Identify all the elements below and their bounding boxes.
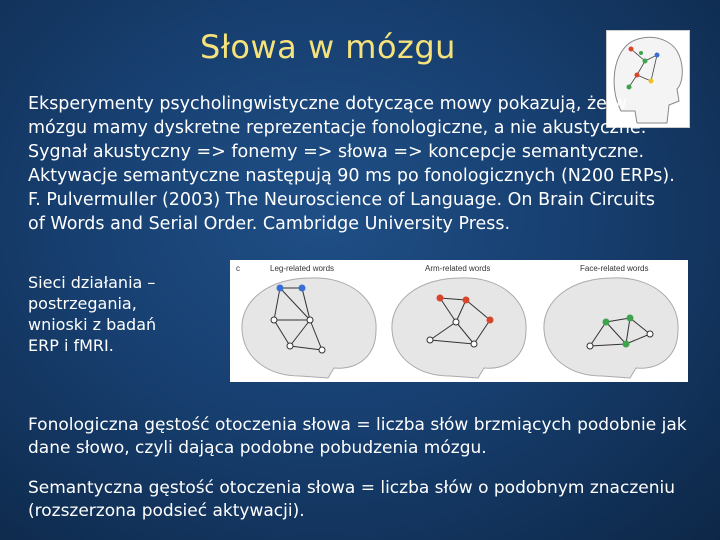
brain-leg: [242, 278, 376, 378]
slide-title: Słowa w mózgu: [200, 28, 456, 66]
intro-paragraph: [28, 92, 708, 236]
paragraph-line: mózgu mamy dyskretne reprezentacje fonologiczne, a nie akustyczne.: [28, 118, 647, 138]
semantic-density-text: Semantyczna gęstość otoczenia słowa = liczba słów o podobnym znaczeniu (rozszerzona podsieć aktywacji).: [28, 478, 675, 521]
caption-line: wnioski z badań: [28, 315, 157, 334]
caption-line: ERP i fMRI.: [28, 336, 114, 355]
paragraph-line: of Words and Serial Order. Cambridge University Press.: [28, 214, 511, 234]
brain-arm: [392, 278, 526, 378]
label-leg-words: Leg-related words: [270, 264, 335, 273]
paragraph-line: F. Pulvermuller (2003) The Neuroscience of Language. On Brain Circuits: [28, 190, 655, 210]
brain-face: [544, 278, 678, 378]
panel-letter: c: [236, 264, 240, 273]
side-caption: [28, 272, 208, 356]
caption-line: Sieci działania –: [28, 273, 156, 292]
paragraph-line: Sygnał akustyczny => fonemy => słowa => koncepcje semantyczne.: [28, 142, 645, 162]
paragraph-line: Aktywacje semantyczne następują 90 ms po fonologicznych (N200 ERPs).: [28, 166, 675, 186]
brain-networks-figure: [230, 260, 688, 382]
label-face-words: Face-related words: [580, 264, 649, 273]
paragraph-line: Eksperymenty psycholingwistyczne dotyczące mowy pokazują, że w: [28, 94, 627, 114]
phonological-density-text: Fonologiczna gęstość otoczenia słowa = liczba słów brzmiących podobnie jak dane słowo, czyli dająca podobne pobudzenia mózgu.: [28, 415, 687, 458]
caption-line: postrzegania,: [28, 294, 137, 313]
label-arm-words: Arm-related words: [425, 264, 491, 273]
